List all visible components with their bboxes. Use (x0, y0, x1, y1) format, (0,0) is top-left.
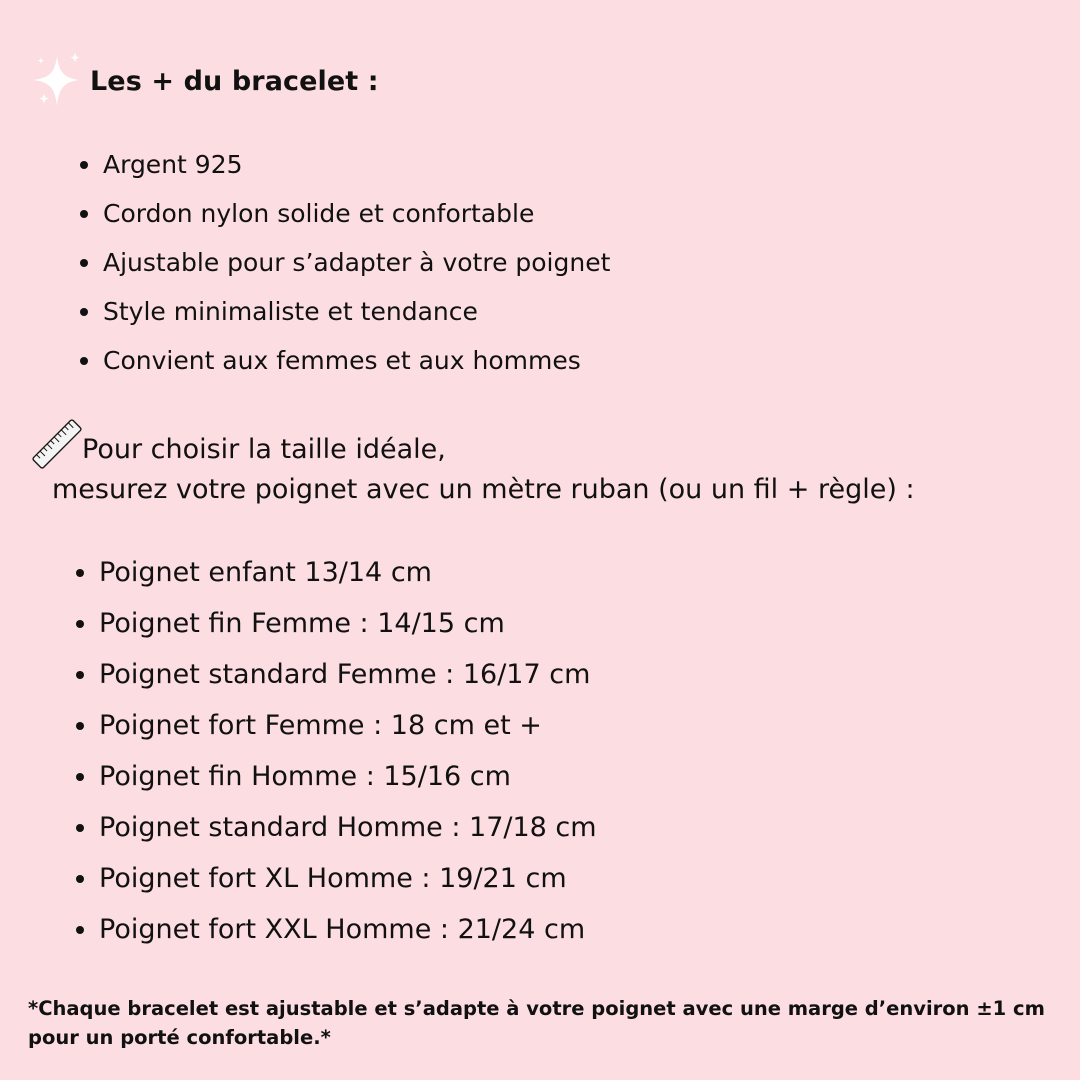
size-item: Poignet fin Homme : 15/16 cm (0, 751, 597, 802)
size-item: Poignet enfant 13/14 cm (0, 547, 597, 598)
size-item: Poignet fin Femme : 14/15 cm (0, 598, 597, 649)
size-item: Poignet standard Femme : 16/17 cm (0, 649, 597, 700)
sizing-instructions: mesurez votre poignet avec un mètre ruban (ou un fil + règle) : (52, 474, 915, 505)
footnote (28, 994, 1058, 1052)
list-item: Style minimaliste et tendance (0, 287, 610, 336)
size-item: Poignet standard Homme : 17/18 cm (0, 802, 597, 853)
sparkle-icon (26, 50, 84, 112)
ruler-icon (32, 419, 82, 469)
footnote-line: *Chaque bracelet est ajustable et s’adapte à votre poignet avec une marge d’environ ±1 cm (28, 997, 1045, 1020)
footnote-line: pour un porté confortable.* (28, 1026, 331, 1049)
section-title: Les + du bracelet : (90, 66, 379, 97)
size-item: Poignet fort Femme : 18 cm et + (0, 700, 597, 751)
sizing-intro: Pour choisir la taille idéale, (82, 434, 446, 465)
size-item: Poignet fort XXL Homme : 21/24 cm (0, 904, 597, 955)
list-item: Argent 925 (0, 140, 610, 189)
list-item: Ajustable pour s’adapter à votre poignet (0, 238, 610, 287)
features-list (0, 140, 610, 385)
sizes-list (0, 547, 597, 955)
size-item: Poignet fort XL Homme : 19/21 cm (0, 853, 597, 904)
list-item: Convient aux femmes et aux hommes (0, 336, 610, 385)
list-item: Cordon nylon solide et confortable (0, 189, 610, 238)
